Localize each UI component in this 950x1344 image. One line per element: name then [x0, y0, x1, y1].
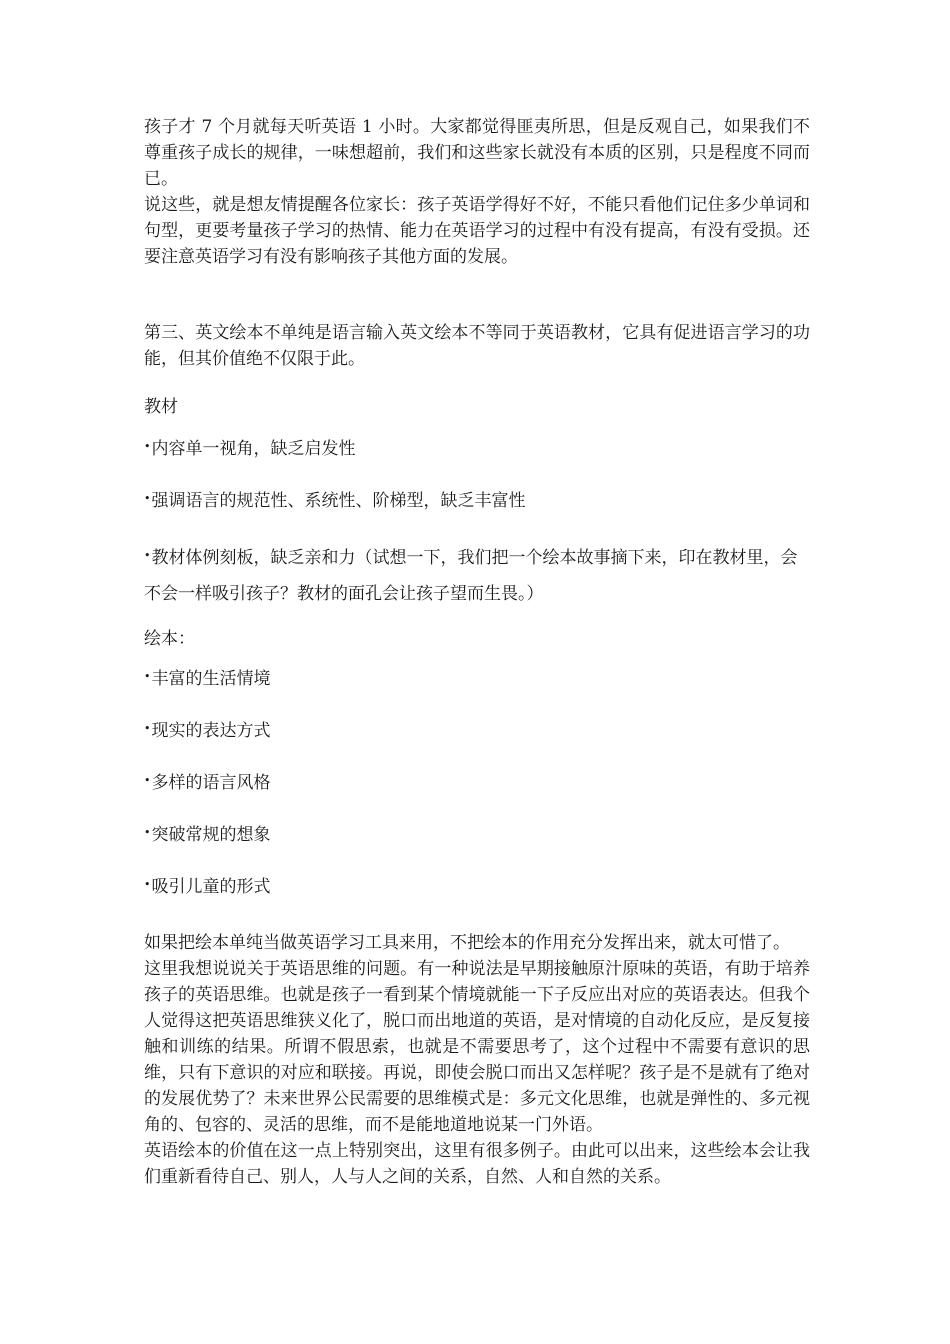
- bullet-icon: •: [144, 774, 151, 787]
- list-item: [144, 434, 810, 462]
- textbook-list: [144, 434, 810, 612]
- list-item: [144, 538, 810, 612]
- bullet-icon: •: [144, 722, 151, 735]
- textbook-heading: 教材: [144, 397, 178, 417]
- list-item: [144, 716, 810, 744]
- bullet-icon: •: [144, 492, 151, 505]
- list-item-text: 突破常规的想象: [151, 825, 271, 845]
- list-item-text: 教材体例刻板，缺乏亲和力（试想一下，我们把一个绘本故事摘下来，印在教材里，会不会一样吸引孩子？教材的面孔会让孩子望而生畏。）: [144, 548, 798, 604]
- list-item-text: 现实的表达方式: [151, 721, 271, 741]
- bullet-icon: •: [144, 549, 151, 562]
- list-item: [144, 872, 810, 900]
- list-item: [144, 768, 810, 796]
- list-item-text: 吸引儿童的形式: [151, 877, 271, 897]
- bullet-icon: •: [144, 826, 151, 839]
- closing-section: [144, 930, 810, 1190]
- list-item: [144, 820, 810, 848]
- section-three: [144, 320, 810, 900]
- list-item-text: 多样的语言风格: [151, 773, 271, 793]
- paragraph-intro-1: 孩子才 7 个月就每天听英语 1 小时。大家都觉得匪夷所思，但是反观自己，如果我们不尊重孩子成长的规律，一味想超前，我们和这些家长就没有本质的区别，只是程度不同而已。: [144, 117, 810, 189]
- picturebook-heading: 绘本：: [144, 629, 195, 649]
- document-body: [144, 114, 810, 1190]
- bullet-icon: •: [144, 878, 151, 891]
- bullet-icon: •: [144, 440, 151, 453]
- list-item-text: 强调语言的规范性、系统性、阶梯型，缺乏丰富性: [151, 491, 526, 511]
- section-three-paragraph: 第三、英文绘本不单纯是语言输入英文绘本不等同于英语教材，它具有促进语言学习的功能，但其价值绝不仅限于此。: [144, 323, 810, 369]
- paragraph-intro-2: 说这些，就是想友情提醒各位家长：孩子英语学得好不好，不能只看他们记住多少单词和句型，更要考量孩子学习的热情、能力在英语学习的过程中有没有提高，有没有受损。还要注意英语学习有没有影响孩子其他方面的发展。: [144, 195, 810, 267]
- paragraph-closing-1: 如果把绘本单纯当做英语学习工具来用，不把绘本的作用充分发挥出来，就太可惜了。: [144, 933, 790, 953]
- paragraph-closing-3: 英语绘本的价值在这一点上特别突出，这里有很多例子。由此可以出来，这些绘本会让我们重新看待自己、别人，人与人之间的关系，自然、人和自然的关系。: [144, 1141, 810, 1187]
- list-item: [144, 664, 810, 692]
- list-item-text: 内容单一视角，缺乏启发性: [151, 439, 356, 459]
- list-item: [144, 486, 810, 514]
- picturebook-list: [144, 664, 810, 900]
- list-item-text: 丰富的生活情境: [151, 669, 271, 689]
- intro-section: [144, 114, 810, 270]
- paragraph-closing-2: 这里我想说说关于英语思维的问题。有一种说法是早期接触原汁原味的英语，有助于培养孩子的英语思维。也就是孩子一看到某个情境就能一下子反应出对应的英语表达。但我个人觉得这把英语思维狭义化了，脱口而出地道的英语，是对情境的自动化反应，是反复接触和训练的结果。所谓不假思索，也就是不需要思考了，这个过程中不需要有意识的思维，只有下意识的对应和联接。再说，即使会脱口而出又怎样呢？孩子是不是就有了绝对的发展优势了？未来世界公民需要的思维模式是：多元文化思维，也就是弹性的、多元视角的、包容的、灵活的思维，而不是能地道地说某一门外语。: [144, 959, 810, 1135]
- bullet-icon: •: [144, 670, 151, 683]
